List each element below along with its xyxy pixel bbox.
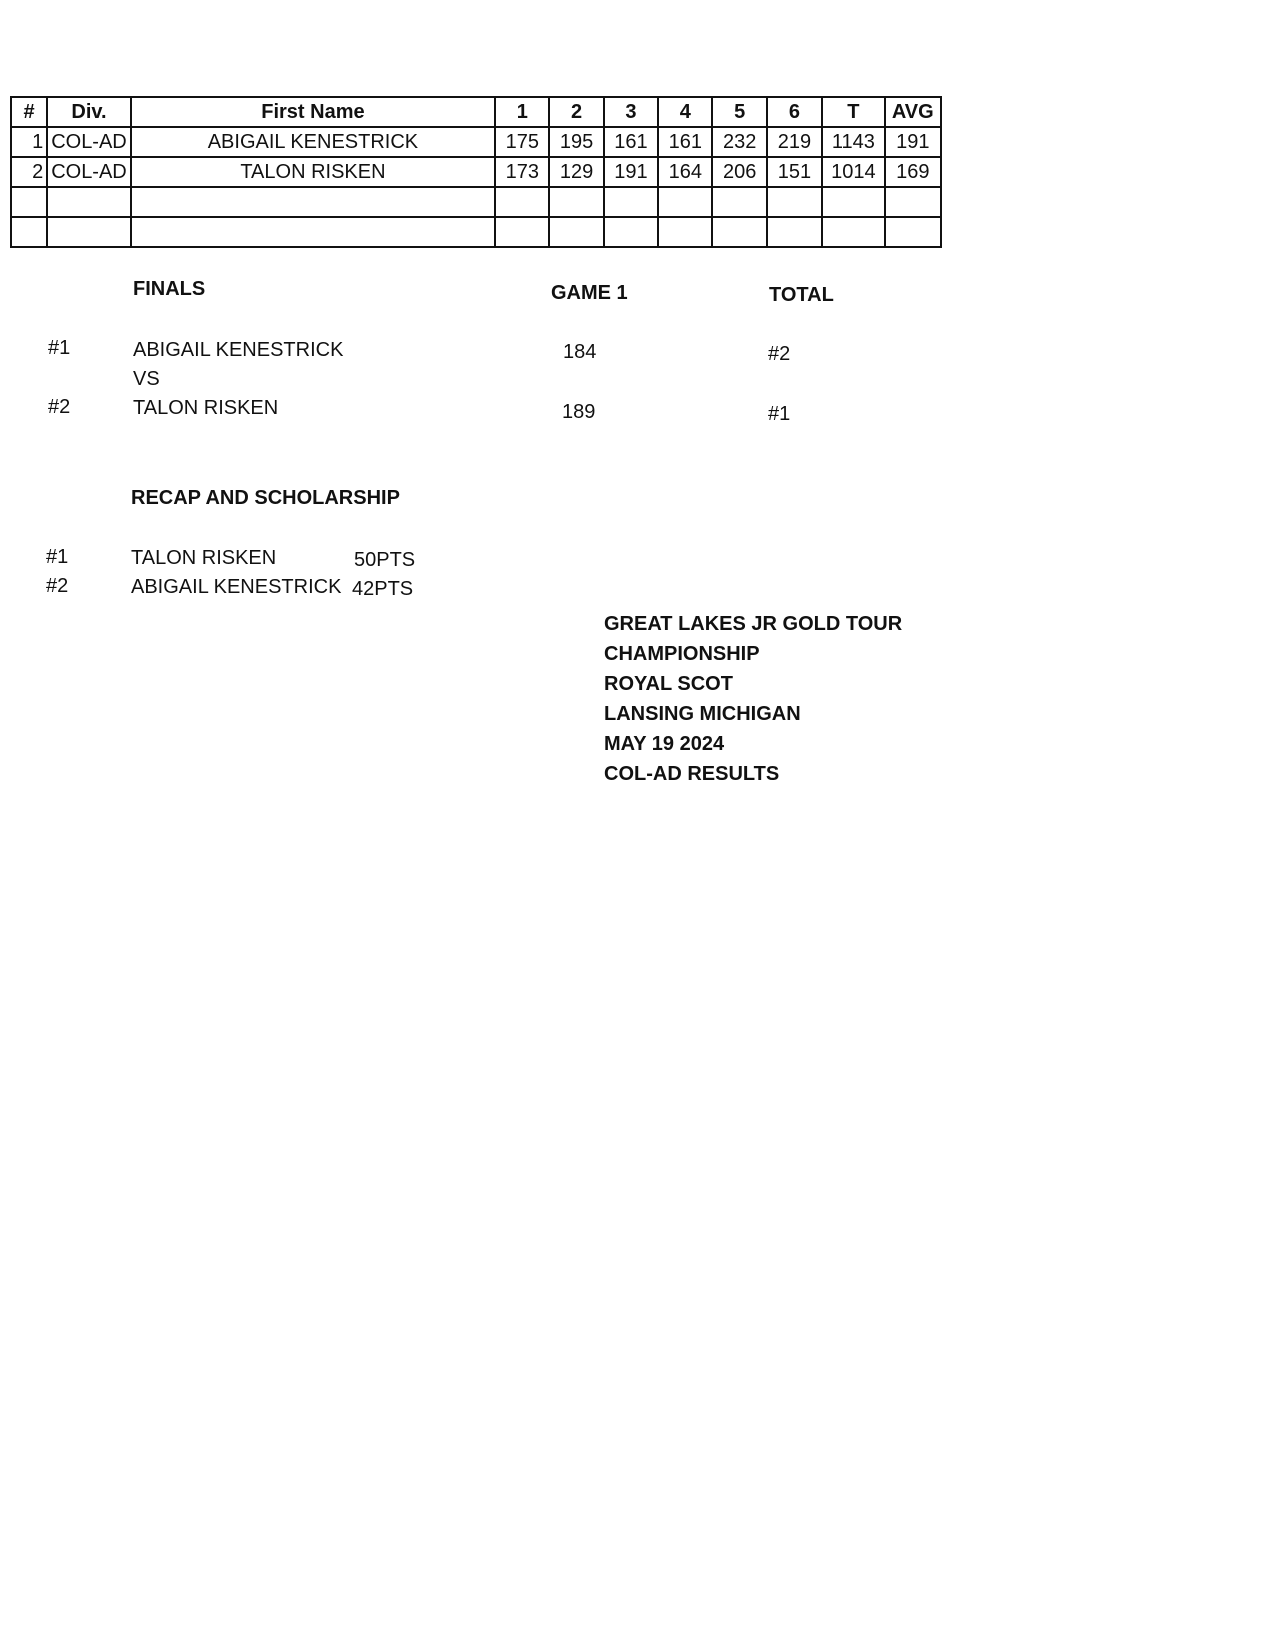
finals-vs: VS: [133, 368, 160, 390]
recap-points-2: 42PTS: [352, 578, 414, 600]
cell-name: ABIGAIL KENESTRICK: [131, 127, 495, 157]
cell-game-6: 219: [767, 127, 822, 157]
finals-name-1: ABIGAIL KENESTRICK: [133, 339, 344, 361]
results-table: [10, 96, 942, 248]
event-location-line: LANSING MICHIGAN: [604, 703, 801, 725]
col-header-game-6: 6: [767, 97, 822, 127]
recap-rank-2: #2: [46, 575, 69, 597]
event-info-block: [604, 609, 924, 789]
finals-total-label: TOTAL: [769, 284, 834, 306]
cell-game-5: 206: [712, 157, 766, 187]
cell-average: 169: [885, 157, 941, 187]
table-row: [11, 127, 941, 157]
finals-total-1: #2: [768, 343, 791, 365]
finals-seed-1: #1: [48, 337, 71, 359]
cell-game-5: 232: [712, 127, 766, 157]
cell-game-4: 161: [658, 127, 712, 157]
cell-game-1: 173: [495, 157, 549, 187]
cell-game-3: 161: [604, 127, 658, 157]
table-row-empty: [11, 187, 941, 217]
finals-seed-2: #2: [48, 396, 71, 418]
cell-name: TALON RISKEN: [131, 157, 495, 187]
col-header-game-1: 1: [495, 97, 549, 127]
cell-rank: 2: [11, 157, 47, 187]
cell-game-4: 164: [658, 157, 712, 187]
finals-game1-score-1: 184: [563, 341, 597, 363]
col-header-game-2: 2: [549, 97, 603, 127]
table-header-row: [11, 97, 941, 127]
cell-game-1: 175: [495, 127, 549, 157]
cell-division: COL-AD: [47, 127, 131, 157]
cell-total: 1143: [822, 127, 884, 157]
cell-game-6: 151: [767, 157, 822, 187]
col-header-total: T: [822, 97, 884, 127]
event-division-line: COL-AD RESULTS: [604, 763, 780, 785]
finals-name-2: TALON RISKEN: [133, 397, 279, 419]
col-header-rank: #: [11, 97, 47, 127]
cell-rank: 1: [11, 127, 47, 157]
col-header-game-5: 5: [712, 97, 766, 127]
finals-total-2: #1: [768, 403, 791, 425]
col-header-first-name: First Name: [131, 97, 495, 127]
recap-rank-1: #1: [46, 546, 69, 568]
finals-game-label: GAME 1: [551, 282, 628, 304]
col-header-average: AVG: [885, 97, 941, 127]
recap-name-1: TALON RISKEN: [131, 547, 277, 569]
table-row-empty: [11, 217, 941, 247]
col-header-division: Div.: [47, 97, 131, 127]
event-title-line: GREAT LAKES JR GOLD TOUR: [604, 613, 903, 635]
col-header-game-4: 4: [658, 97, 712, 127]
cell-division: COL-AD: [47, 157, 131, 187]
cell-game-3: 191: [604, 157, 658, 187]
cell-game-2: 129: [549, 157, 603, 187]
recap-name-2: ABIGAIL KENESTRICK: [131, 576, 342, 598]
event-venue-line: ROYAL SCOT: [604, 673, 733, 695]
recap-points-1: 50PTS: [354, 549, 416, 571]
recap-title: RECAP AND SCHOLARSHIP: [131, 487, 400, 509]
cell-average: 191: [885, 127, 941, 157]
cell-game-2: 195: [549, 127, 603, 157]
finals-game1-score-2: 189: [562, 401, 596, 423]
finals-title: FINALS: [133, 278, 206, 300]
cell-total: 1014: [822, 157, 884, 187]
col-header-game-3: 3: [604, 97, 658, 127]
event-date-line: MAY 19 2024: [604, 733, 725, 755]
event-subtitle-line: CHAMPIONSHIP: [604, 643, 760, 665]
table-row: [11, 157, 941, 187]
